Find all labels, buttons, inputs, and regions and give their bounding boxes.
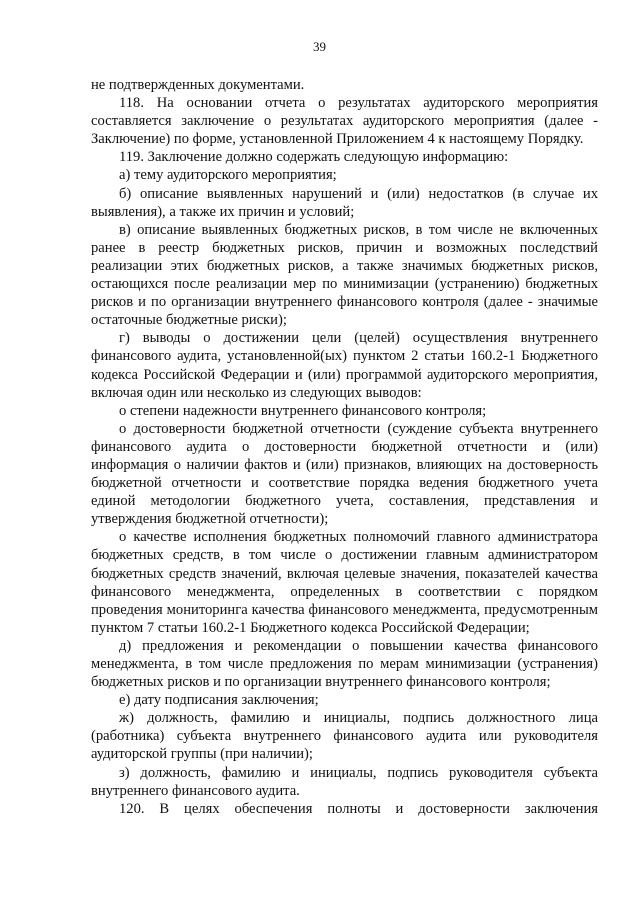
paragraph: в) описание выявленных бюджетных рисков, в том числе не включенных ранее в реестр бюджетных рисков, причин и возможных последствий реализации этих бюджетных рисков, а также значимых бюджетных рисков, остающихся после реализации мер по минимизации (устранению) бюджетных рисков и по организации внутреннего финансового контроля (далее - значимые остаточные бюджетные риски); [91,221,598,329]
paragraph: о степени надежности внутреннего финансового контроля; [119,402,487,419]
paragraph: не подтвержденных документами. [91,77,305,93]
paragraph: ж) должность, фамилию и инициалы, подпись должностного лица (работника) субъекта внутреннего финансового аудита или руководителя аудиторской группы (при наличии); [91,710,598,763]
page-number: 39 [313,39,326,54]
paragraph: о достоверности бюджетной отчетности (суждение субъекта внутреннего финансового аудита о достоверности бюджетной отчетности и (или) информация о наличии фактов и (или) признаков, влияющих на достоверность бюджетной отчетности и соответствие порядка ведения бюджетного учета единой методологии бюджетного учета, составления, представления и утверждения бюджетной отчетности); [91,420,598,528]
paragraph: 118. На основании отчета о результатах аудиторского мероприятия составляется заключение о результатах аудиторского мероприятия (далее - Заключение) по форме, установленной Приложением 4 к настоящему Порядку. [91,95,598,148]
paragraph: 120. В целях обеспечения полноты и достоверности заключения [119,800,598,817]
paragraph: д) предложения и рекомендации о повышении качества финансового менеджмента, в том числе предложения по мерам минимизации (устранения) бюджетных рисков и по организации внутреннего финансового контроля; [91,637,598,691]
paragraph: 119. Заключение должно содержать следующую информацию: [119,149,509,166]
paragraph: г) выводы о достижении цели (целей) осуществления внутреннего финансового аудита, установленной(ых) пунктом 2 статьи 160.2-1 Бюджетного кодекса Российской Федерации и (или) программой аудиторского мероприятия, включая один или несколько из следующих выводов: [91,330,598,401]
paragraph: з) должность, фамилию и инициалы, подпись руководителя субъекта внутреннего финансового аудита. [91,764,598,799]
document-body [91,76,598,818]
paragraph: б) описание выявленных нарушений и (или) недостатков (в случае их выявления), а также их причин и условий; [91,185,598,220]
paragraph: а) тему аудиторского мероприятия; [119,167,337,184]
paragraph: о качестве исполнения бюджетных полномочий главного администратора бюджетных средств, в том числе о достижении главным администратором бюджетных средств значений, включая целевые значения, показателей качества финансового менеджмента, определенных в соответствии с порядком проведения мониторинга качества финансового менеджмента, предусмотренным пунктом 7 статьи 160.2-1 Бюджетного кодекса Российской Федерации; [91,529,598,636]
paragraph: е) дату подписания заключения; [119,692,319,709]
